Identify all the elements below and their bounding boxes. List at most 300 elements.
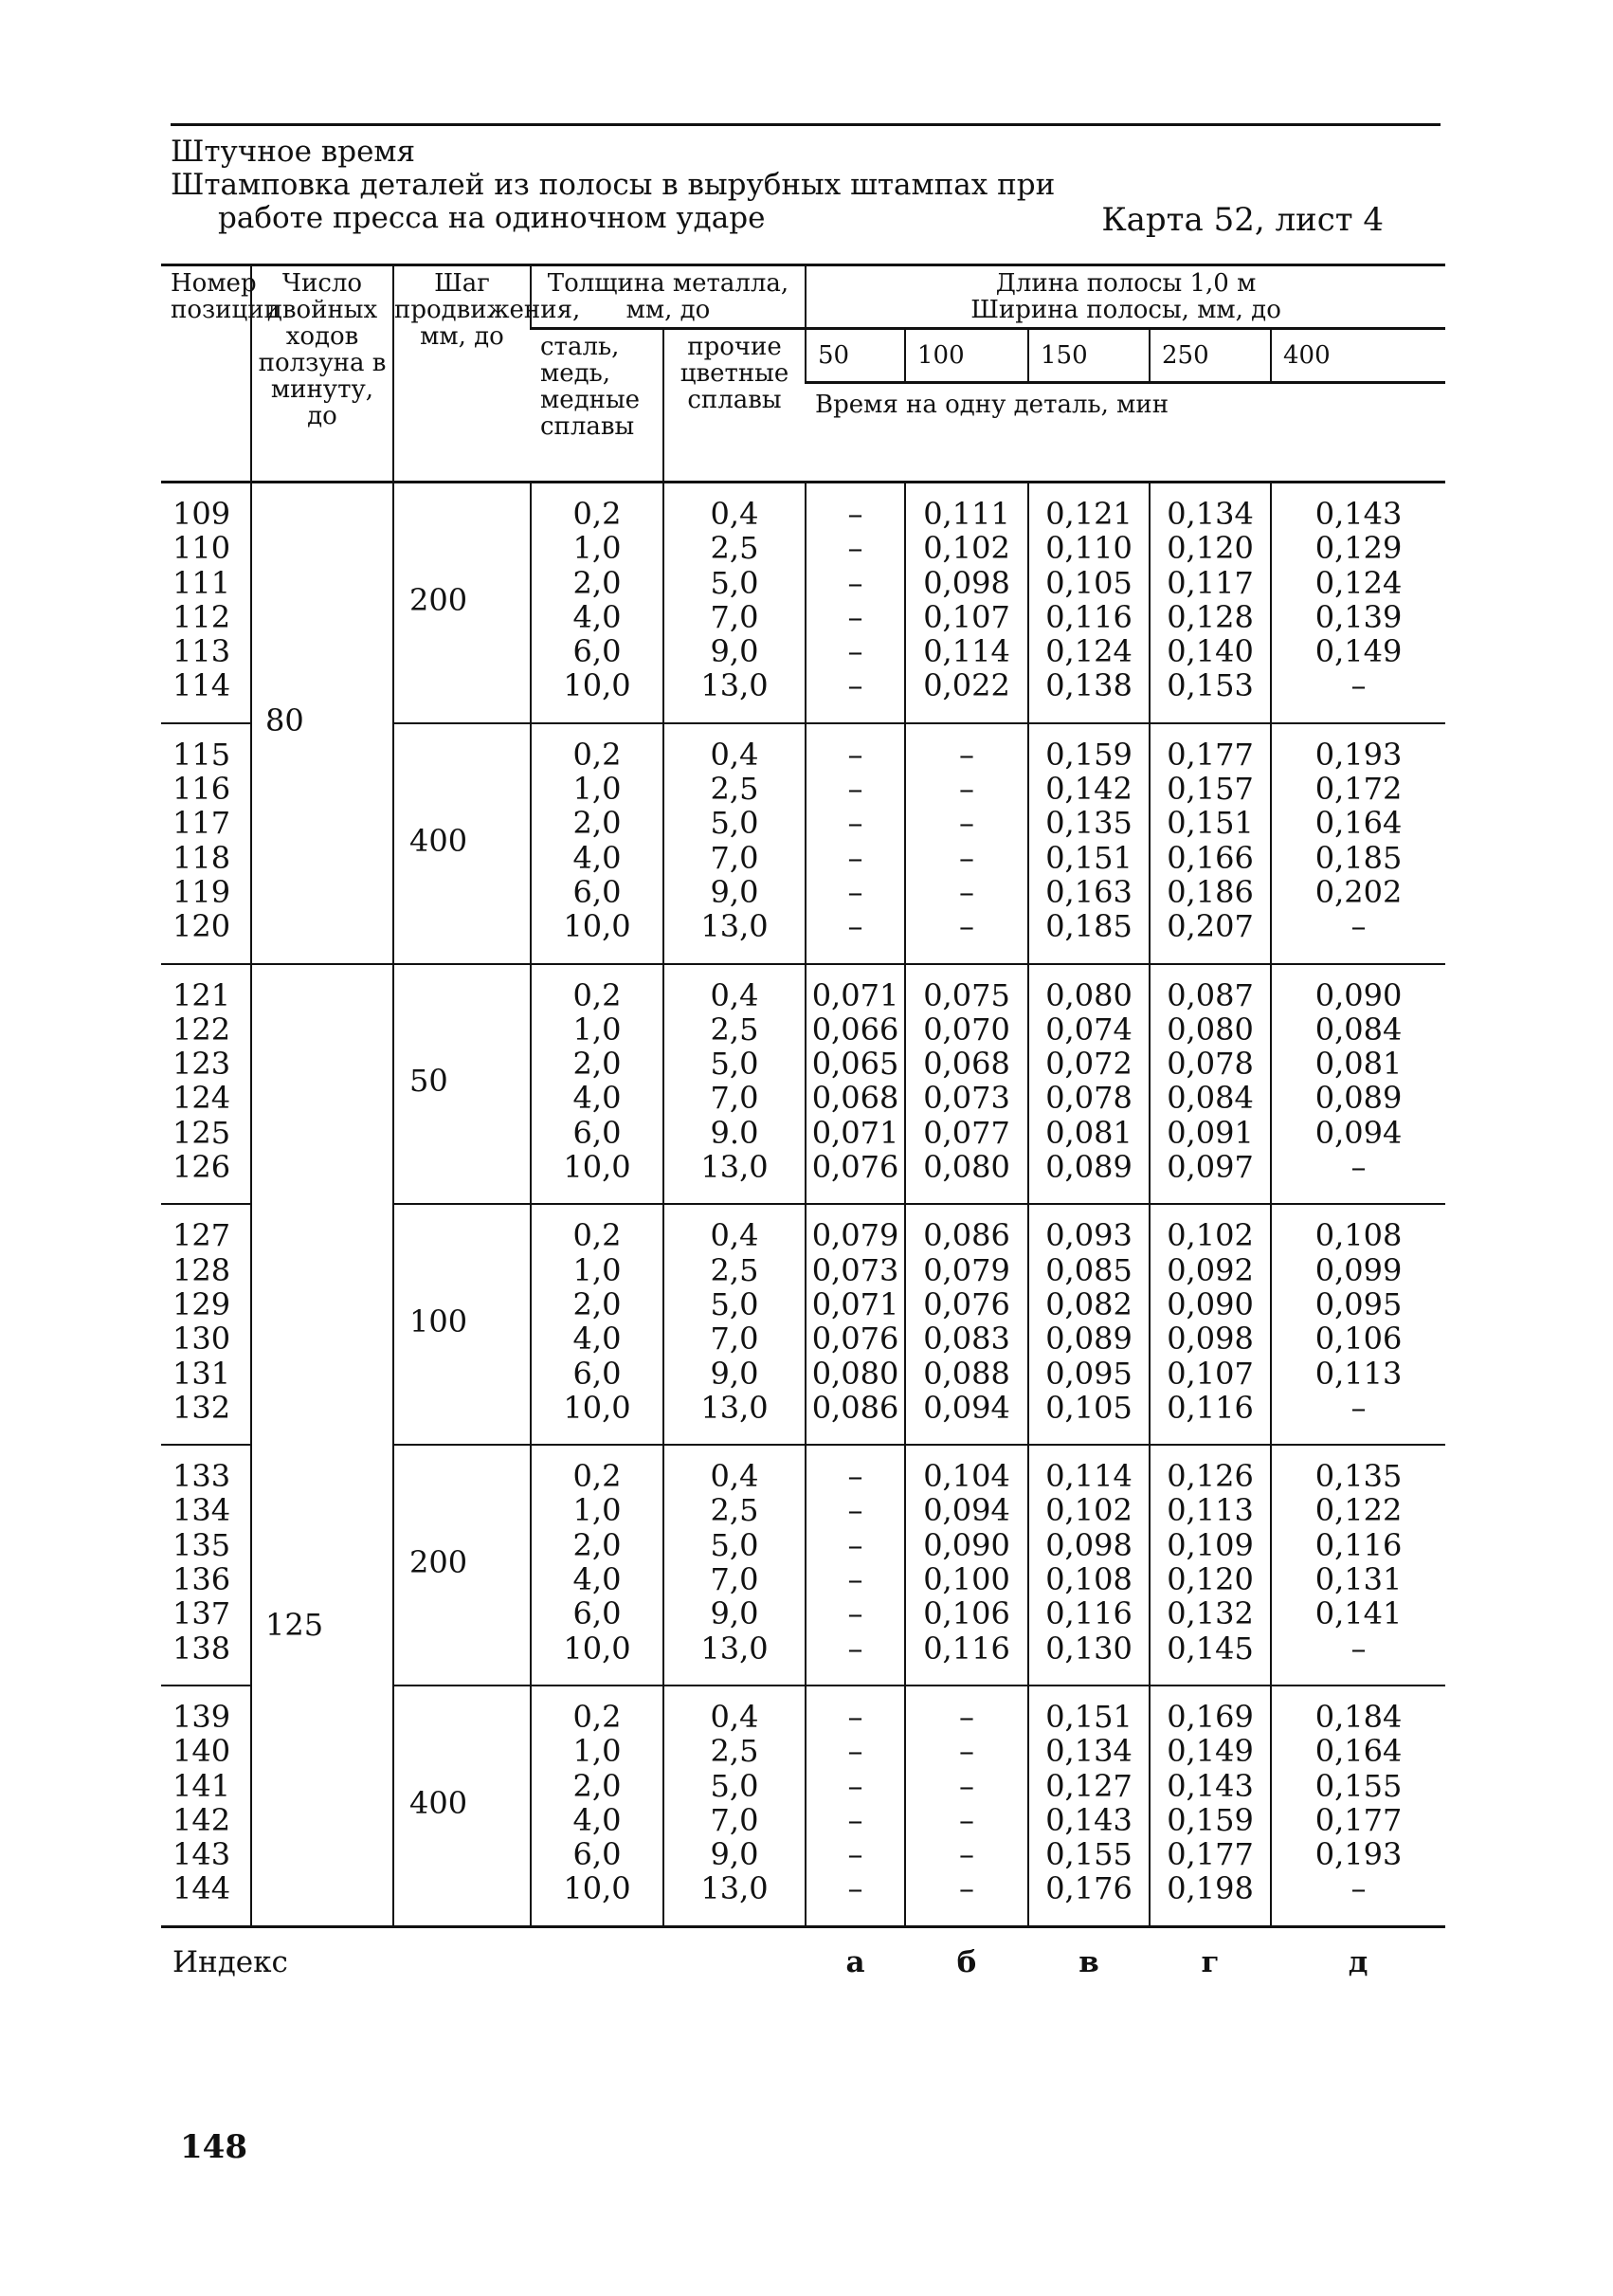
time-w100-cell (905, 964, 1028, 1205)
table-value: 2,0 (572, 805, 622, 842)
index-b: б (905, 1926, 1028, 1983)
table-value: 7,0 (710, 1801, 759, 1838)
table-value: 6,0 (572, 873, 622, 910)
table-value: 0,077 (923, 1114, 1010, 1151)
table-value: 0,138 (1045, 667, 1133, 704)
index-v: в (1028, 1926, 1150, 1983)
table-value: 0,100 (923, 1561, 1010, 1598)
time-w150-cell (1028, 483, 1150, 723)
time-w150-cell (1028, 1445, 1150, 1686)
table-value: 0,130 (1045, 1630, 1133, 1667)
table-value: 0,184 (1314, 1698, 1403, 1735)
steel-thickness-cell (531, 483, 663, 723)
table-value: 0,022 (923, 667, 1010, 704)
table-value: – (847, 1492, 863, 1529)
table-value: 13,0 (700, 1870, 769, 1907)
time-w250-cell (1150, 1204, 1271, 1445)
index-label: Индекс (161, 1926, 806, 1983)
table-value: 13,0 (700, 908, 769, 945)
table-value: 0,2 (572, 1458, 622, 1495)
table-value: 0,149 (1167, 1733, 1254, 1770)
header-time-per-part: Время на одну деталь, мин (806, 383, 1445, 483)
table-value: 0,4 (710, 976, 759, 1013)
table-value: 0,172 (1314, 771, 1403, 808)
table-value: 1,0 (572, 1011, 622, 1048)
table-value: 0,076 (923, 1285, 1010, 1322)
table-value: 13,0 (700, 1630, 769, 1667)
index-d: д (1271, 1926, 1445, 1983)
table-value: 141 (172, 1767, 231, 1804)
table-value: 0,070 (923, 1011, 1010, 1048)
table-value: 0,088 (923, 1355, 1010, 1392)
table-value: 0,120 (1167, 1561, 1254, 1598)
table-value: 0,068 (811, 1080, 899, 1117)
table-value: 0,086 (811, 1389, 899, 1426)
table-value: – (847, 873, 863, 910)
table-value: – (1350, 1870, 1367, 1907)
table-value: 2,5 (710, 1733, 759, 1770)
table-value: 133 (172, 1458, 231, 1495)
table-value: 0,098 (923, 564, 1010, 601)
table-value: 0,177 (1167, 736, 1254, 773)
table-value: 7,0 (710, 839, 759, 876)
table-value: 2,0 (572, 1285, 622, 1322)
table-value: 0,151 (1045, 839, 1133, 876)
table-value: – (959, 1733, 974, 1770)
table-value: – (847, 1698, 863, 1735)
table-value: – (959, 1801, 974, 1838)
time-w150-cell (1028, 964, 1150, 1205)
table-value: 7,0 (710, 1561, 759, 1598)
table-value: 13,0 (700, 1149, 769, 1186)
table-value: – (847, 1767, 863, 1804)
step-cell: 200 (393, 1445, 531, 1686)
table-value: 0,111 (923, 496, 1010, 532)
table-value: 1,0 (572, 1251, 622, 1288)
table-value: 0,107 (1167, 1355, 1254, 1392)
table-value: 0,082 (1045, 1285, 1133, 1322)
table-value: 125 (172, 1114, 231, 1151)
table-value: 139 (172, 1698, 231, 1735)
step-cell: 200 (393, 483, 531, 723)
table-value: 0,202 (1314, 873, 1403, 910)
table-value: – (959, 1767, 974, 1804)
time-w150-cell (1028, 1686, 1150, 1926)
time-w250-cell (1150, 483, 1271, 723)
table-value: 0,117 (1167, 564, 1254, 601)
table-value: 143 (172, 1836, 231, 1873)
time-w100-cell (905, 1445, 1028, 1686)
table-value: 0,124 (1045, 633, 1133, 670)
table-value: 0,116 (1045, 598, 1133, 635)
table-value: 0,080 (811, 1355, 899, 1392)
table-value: 0,207 (1167, 908, 1254, 945)
table-value: 9,0 (710, 633, 759, 670)
table-value: 7,0 (710, 1080, 759, 1117)
table-value: 0,164 (1314, 1733, 1403, 1770)
table-value: 114 (172, 667, 231, 704)
table-value: 0,113 (1167, 1492, 1254, 1529)
table-value: 0,153 (1167, 667, 1254, 704)
table-value: 0,105 (1045, 564, 1133, 601)
table-value: 6,0 (572, 633, 622, 670)
other-thickness-cell (663, 483, 806, 723)
table-value: 140 (172, 1733, 231, 1770)
table-value: 0,091 (1167, 1114, 1254, 1151)
table-value: 0,193 (1314, 736, 1403, 773)
table-value: 0,114 (923, 633, 1010, 670)
time-norm-table (161, 264, 1445, 1983)
table-value: 0,083 (923, 1321, 1010, 1358)
time-w400-cell (1271, 483, 1445, 723)
table-value: 130 (172, 1321, 231, 1358)
header-step: Шаг продвижения, мм, до (393, 265, 531, 483)
table-value: 5,0 (710, 564, 759, 601)
table-value: 2,5 (710, 771, 759, 808)
table-value: 117 (172, 805, 231, 842)
table-value: 4,0 (572, 1080, 622, 1117)
time-w250-cell (1150, 1445, 1271, 1686)
table-value: 0,151 (1045, 1698, 1133, 1735)
strokes-cell: 125 (251, 964, 393, 1927)
table-value: 136 (172, 1561, 231, 1598)
table-value: 0,135 (1314, 1458, 1403, 1495)
table-value: 0,143 (1045, 1801, 1133, 1838)
header-width-150: 150 (1028, 329, 1150, 383)
step-cell: 400 (393, 723, 531, 964)
table-value: 121 (172, 976, 231, 1013)
position-cell (161, 1445, 251, 1686)
table-value: 109 (172, 496, 231, 532)
table-value: 0,105 (1045, 1389, 1133, 1426)
time-w250-cell (1150, 723, 1271, 964)
header-width-400: 400 (1271, 329, 1445, 383)
table-value: 0,141 (1314, 1595, 1403, 1632)
time-w100-cell (905, 723, 1028, 964)
time-w250-cell (1150, 964, 1271, 1205)
strokes-cell: 80 (251, 483, 393, 964)
table-value: 0,163 (1045, 873, 1133, 910)
table-value: 120 (172, 908, 231, 945)
steel-thickness-cell (531, 1204, 663, 1445)
table-value: 0,4 (710, 736, 759, 773)
table-value: – (959, 1836, 974, 1873)
table-value: – (847, 1870, 863, 1907)
table-value: 0,155 (1045, 1836, 1133, 1873)
time-w400-cell (1271, 723, 1445, 964)
table-value: 0,2 (572, 496, 622, 532)
table-value: – (959, 805, 974, 842)
table-value: 0,140 (1167, 633, 1254, 670)
table-value: 0,134 (1045, 1733, 1133, 1770)
table-value: – (847, 736, 863, 773)
table-value: 0,159 (1167, 1801, 1254, 1838)
index-a: а (806, 1926, 905, 1983)
other-thickness-cell (663, 1686, 806, 1926)
time-w250-cell (1150, 1686, 1271, 1926)
table-value: – (959, 771, 974, 808)
table-value: 0,113 (1314, 1355, 1403, 1392)
table-value: 10,0 (563, 667, 631, 704)
table-value: 0,085 (1045, 1251, 1133, 1288)
table-value: 0,124 (1314, 564, 1403, 601)
header-rule (171, 123, 1441, 126)
card-label: Карта 52, лист 4 (1101, 201, 1384, 239)
table-value: 0,084 (1314, 1011, 1403, 1048)
time-w100-cell (905, 1204, 1028, 1445)
time-w400-cell (1271, 964, 1445, 1205)
table-value: 0,095 (1045, 1355, 1133, 1392)
table-value: – (959, 873, 974, 910)
table-value: 0,071 (811, 1285, 899, 1322)
table-value: 0,2 (572, 1698, 622, 1735)
position-cell (161, 964, 251, 1205)
time-w400-cell (1271, 1686, 1445, 1926)
table-value: 0,080 (923, 1149, 1010, 1186)
table-value: 2,5 (710, 1011, 759, 1048)
table-value: 0,4 (710, 1458, 759, 1495)
other-thickness-cell (663, 1204, 806, 1445)
table-value: 9.0 (710, 1114, 759, 1151)
table-value: 118 (172, 839, 231, 876)
table-value: 2,5 (710, 1492, 759, 1529)
table-value: 0,135 (1045, 805, 1133, 842)
table-value: 0,076 (811, 1321, 899, 1358)
table-value: – (959, 1698, 974, 1735)
table-value: 5,0 (710, 1285, 759, 1322)
table-value: 0,089 (1045, 1321, 1133, 1358)
table-value: 128 (172, 1251, 231, 1288)
table-value: 0,116 (1045, 1595, 1133, 1632)
page-header (171, 123, 1441, 239)
table-value: 5,0 (710, 1046, 759, 1083)
table-value: 5,0 (710, 805, 759, 842)
table-value: 0,185 (1314, 839, 1403, 876)
table-value: 4,0 (572, 598, 622, 635)
table-value: 0,128 (1167, 598, 1254, 635)
other-thickness-cell (663, 964, 806, 1205)
table-value: 6,0 (572, 1595, 622, 1632)
table-value: 1,0 (572, 1733, 622, 1770)
table-value: 0,073 (923, 1080, 1010, 1117)
table-value: 2,5 (710, 1251, 759, 1288)
table-value: 1,0 (572, 1492, 622, 1529)
table-value: 0,134 (1167, 496, 1254, 532)
header-strip-length: Длина полосы 1,0 м (995, 269, 1257, 298)
table-value: 0,193 (1314, 1836, 1403, 1873)
table-value: 0,151 (1167, 805, 1254, 842)
table-value: 0,143 (1314, 496, 1403, 532)
table-value: 0,092 (1167, 1251, 1254, 1288)
table-value: 6,0 (572, 1355, 622, 1392)
table-value: 0,149 (1314, 633, 1403, 670)
table-value: 9,0 (710, 1355, 759, 1392)
table-value: 2,0 (572, 1767, 622, 1804)
table-value: 13,0 (700, 667, 769, 704)
table-value: – (1350, 1149, 1367, 1186)
table-value: 0,177 (1314, 1801, 1403, 1838)
table-value: 0,127 (1045, 1767, 1133, 1804)
table-value: – (1350, 1630, 1367, 1667)
table-value: 0,121 (1045, 496, 1133, 532)
table-value: 0,099 (1314, 1251, 1403, 1288)
table-value: 0,094 (1314, 1114, 1403, 1151)
table-value: 0,065 (811, 1046, 899, 1083)
table-value: – (1350, 908, 1367, 945)
table-value: 0,078 (1045, 1080, 1133, 1117)
table-value: 0,066 (811, 1011, 899, 1048)
table-value: – (847, 771, 863, 808)
time-w100-cell (905, 1686, 1028, 1926)
table-value: 0,142 (1045, 771, 1133, 808)
table-value: 10,0 (563, 1630, 631, 1667)
table-value: – (1350, 667, 1367, 704)
table-value: 0,081 (1314, 1046, 1403, 1083)
table-value: 0,143 (1167, 1767, 1254, 1804)
table-value: 0,139 (1314, 598, 1403, 635)
table-value: 5,0 (710, 1767, 759, 1804)
table-value: 0,166 (1167, 839, 1254, 876)
time-w50-cell (806, 483, 905, 723)
table-value: 132 (172, 1389, 231, 1426)
table-value: 0,186 (1167, 873, 1254, 910)
table-value: 144 (172, 1870, 231, 1907)
table-value: 122 (172, 1011, 231, 1048)
header-width-100: 100 (905, 329, 1028, 383)
table-value: 0,164 (1314, 805, 1403, 842)
table-value: 0,090 (1314, 976, 1403, 1013)
table-value: 0,114 (1045, 1458, 1133, 1495)
table-value: 0,079 (923, 1251, 1010, 1288)
table-value: 10,0 (563, 908, 631, 945)
table-value: 0,079 (811, 1217, 899, 1254)
other-thickness-cell (663, 1445, 806, 1686)
table-value: 0,094 (923, 1389, 1010, 1426)
table-value: 0,078 (1167, 1046, 1254, 1083)
table-value: 2,0 (572, 1046, 622, 1083)
header-steel: сталь, медь, медные сплавы (531, 329, 663, 483)
table-value: – (847, 1526, 863, 1563)
table-value: 7,0 (710, 598, 759, 635)
table-value: 0,110 (1045, 530, 1133, 567)
table-value: 0,106 (923, 1595, 1010, 1632)
table-value: 4,0 (572, 1561, 622, 1598)
table-value: 0,157 (1167, 771, 1254, 808)
table-value: 9,0 (710, 1836, 759, 1873)
table-value: 9,0 (710, 1595, 759, 1632)
table-value: 6,0 (572, 1114, 622, 1151)
table-value: 0,4 (710, 1698, 759, 1735)
table-value: 0,095 (1314, 1285, 1403, 1322)
table-value: 0,093 (1045, 1217, 1133, 1254)
table-value: 116 (172, 771, 231, 808)
table-value: 0,094 (923, 1492, 1010, 1529)
table-value: 0,108 (1314, 1217, 1403, 1254)
table-value: 0,071 (811, 976, 899, 1013)
table-value: 129 (172, 1285, 231, 1322)
header-strip (806, 265, 1445, 329)
table-value: 2,0 (572, 1526, 622, 1563)
table-value: – (847, 496, 863, 532)
table-value: 115 (172, 736, 231, 773)
table-row-group (161, 964, 1445, 1205)
table-value: 0,098 (1167, 1321, 1254, 1358)
table-value: – (847, 667, 863, 704)
table-value: 112 (172, 598, 231, 635)
table-value: 4,0 (572, 1801, 622, 1838)
table-value: 0,145 (1167, 1630, 1254, 1667)
table-value: 123 (172, 1046, 231, 1083)
table-value: 0,108 (1045, 1561, 1133, 1598)
steel-thickness-cell (531, 1445, 663, 1686)
table-value: 0,2 (572, 736, 622, 773)
table-value: 0,076 (811, 1149, 899, 1186)
table-value: 0,075 (923, 976, 1010, 1013)
page-number: 148 (180, 2128, 247, 2166)
table-value: 0,177 (1167, 1836, 1254, 1873)
index-row (161, 1926, 1445, 1983)
table-value: 0,176 (1045, 1870, 1133, 1907)
header-width-50: 50 (806, 329, 905, 383)
table-value: 135 (172, 1526, 231, 1563)
time-w400-cell (1271, 1445, 1445, 1686)
table-value: 0,102 (923, 530, 1010, 567)
table-value: 0,080 (1167, 1011, 1254, 1048)
table-value: 142 (172, 1801, 231, 1838)
table-value: – (847, 908, 863, 945)
table-value: 6,0 (572, 1836, 622, 1873)
table-body (161, 483, 1445, 1927)
table-value: 0,185 (1045, 908, 1133, 945)
time-w150-cell (1028, 1204, 1150, 1445)
table-value: 0,126 (1167, 1458, 1254, 1495)
time-w50-cell (806, 1204, 905, 1445)
table-value: 0,073 (811, 1251, 899, 1288)
table-value: 131 (172, 1355, 231, 1392)
table-value: – (847, 1733, 863, 1770)
table-value: – (847, 1801, 863, 1838)
header-width-250: 250 (1150, 329, 1271, 383)
table-value: 9,0 (710, 873, 759, 910)
position-cell (161, 483, 251, 723)
table-value: 0,131 (1314, 1561, 1403, 1598)
time-w400-cell (1271, 1204, 1445, 1445)
table-value: 0,116 (1314, 1526, 1403, 1563)
table-value: 0,090 (923, 1526, 1010, 1563)
table-value: 0,129 (1314, 530, 1403, 567)
time-w50-cell (806, 1445, 905, 1686)
position-cell (161, 1204, 251, 1445)
table-value: 10,0 (563, 1870, 631, 1907)
table-value: 0,081 (1045, 1114, 1133, 1151)
table-value: 0,169 (1167, 1698, 1254, 1735)
table-value: 10,0 (563, 1389, 631, 1426)
steel-thickness-cell (531, 1686, 663, 1926)
table-value: – (959, 1870, 974, 1907)
table-value: 0,089 (1314, 1080, 1403, 1117)
table-value: 0,089 (1045, 1149, 1133, 1186)
header-strokes: Число двойных ходов ползуна в минуту, до (251, 265, 393, 483)
header-thickness: Толщина металла, мм, до (531, 265, 806, 329)
other-thickness-cell (663, 723, 806, 964)
table-value: 0,132 (1167, 1595, 1254, 1632)
table-value: 0,2 (572, 976, 622, 1013)
table-value: 0,107 (923, 598, 1010, 635)
table-value: 0,120 (1167, 530, 1254, 567)
table-value: 0,086 (923, 1217, 1010, 1254)
table-value: 0,4 (710, 496, 759, 532)
table-value: 0,198 (1167, 1870, 1254, 1907)
